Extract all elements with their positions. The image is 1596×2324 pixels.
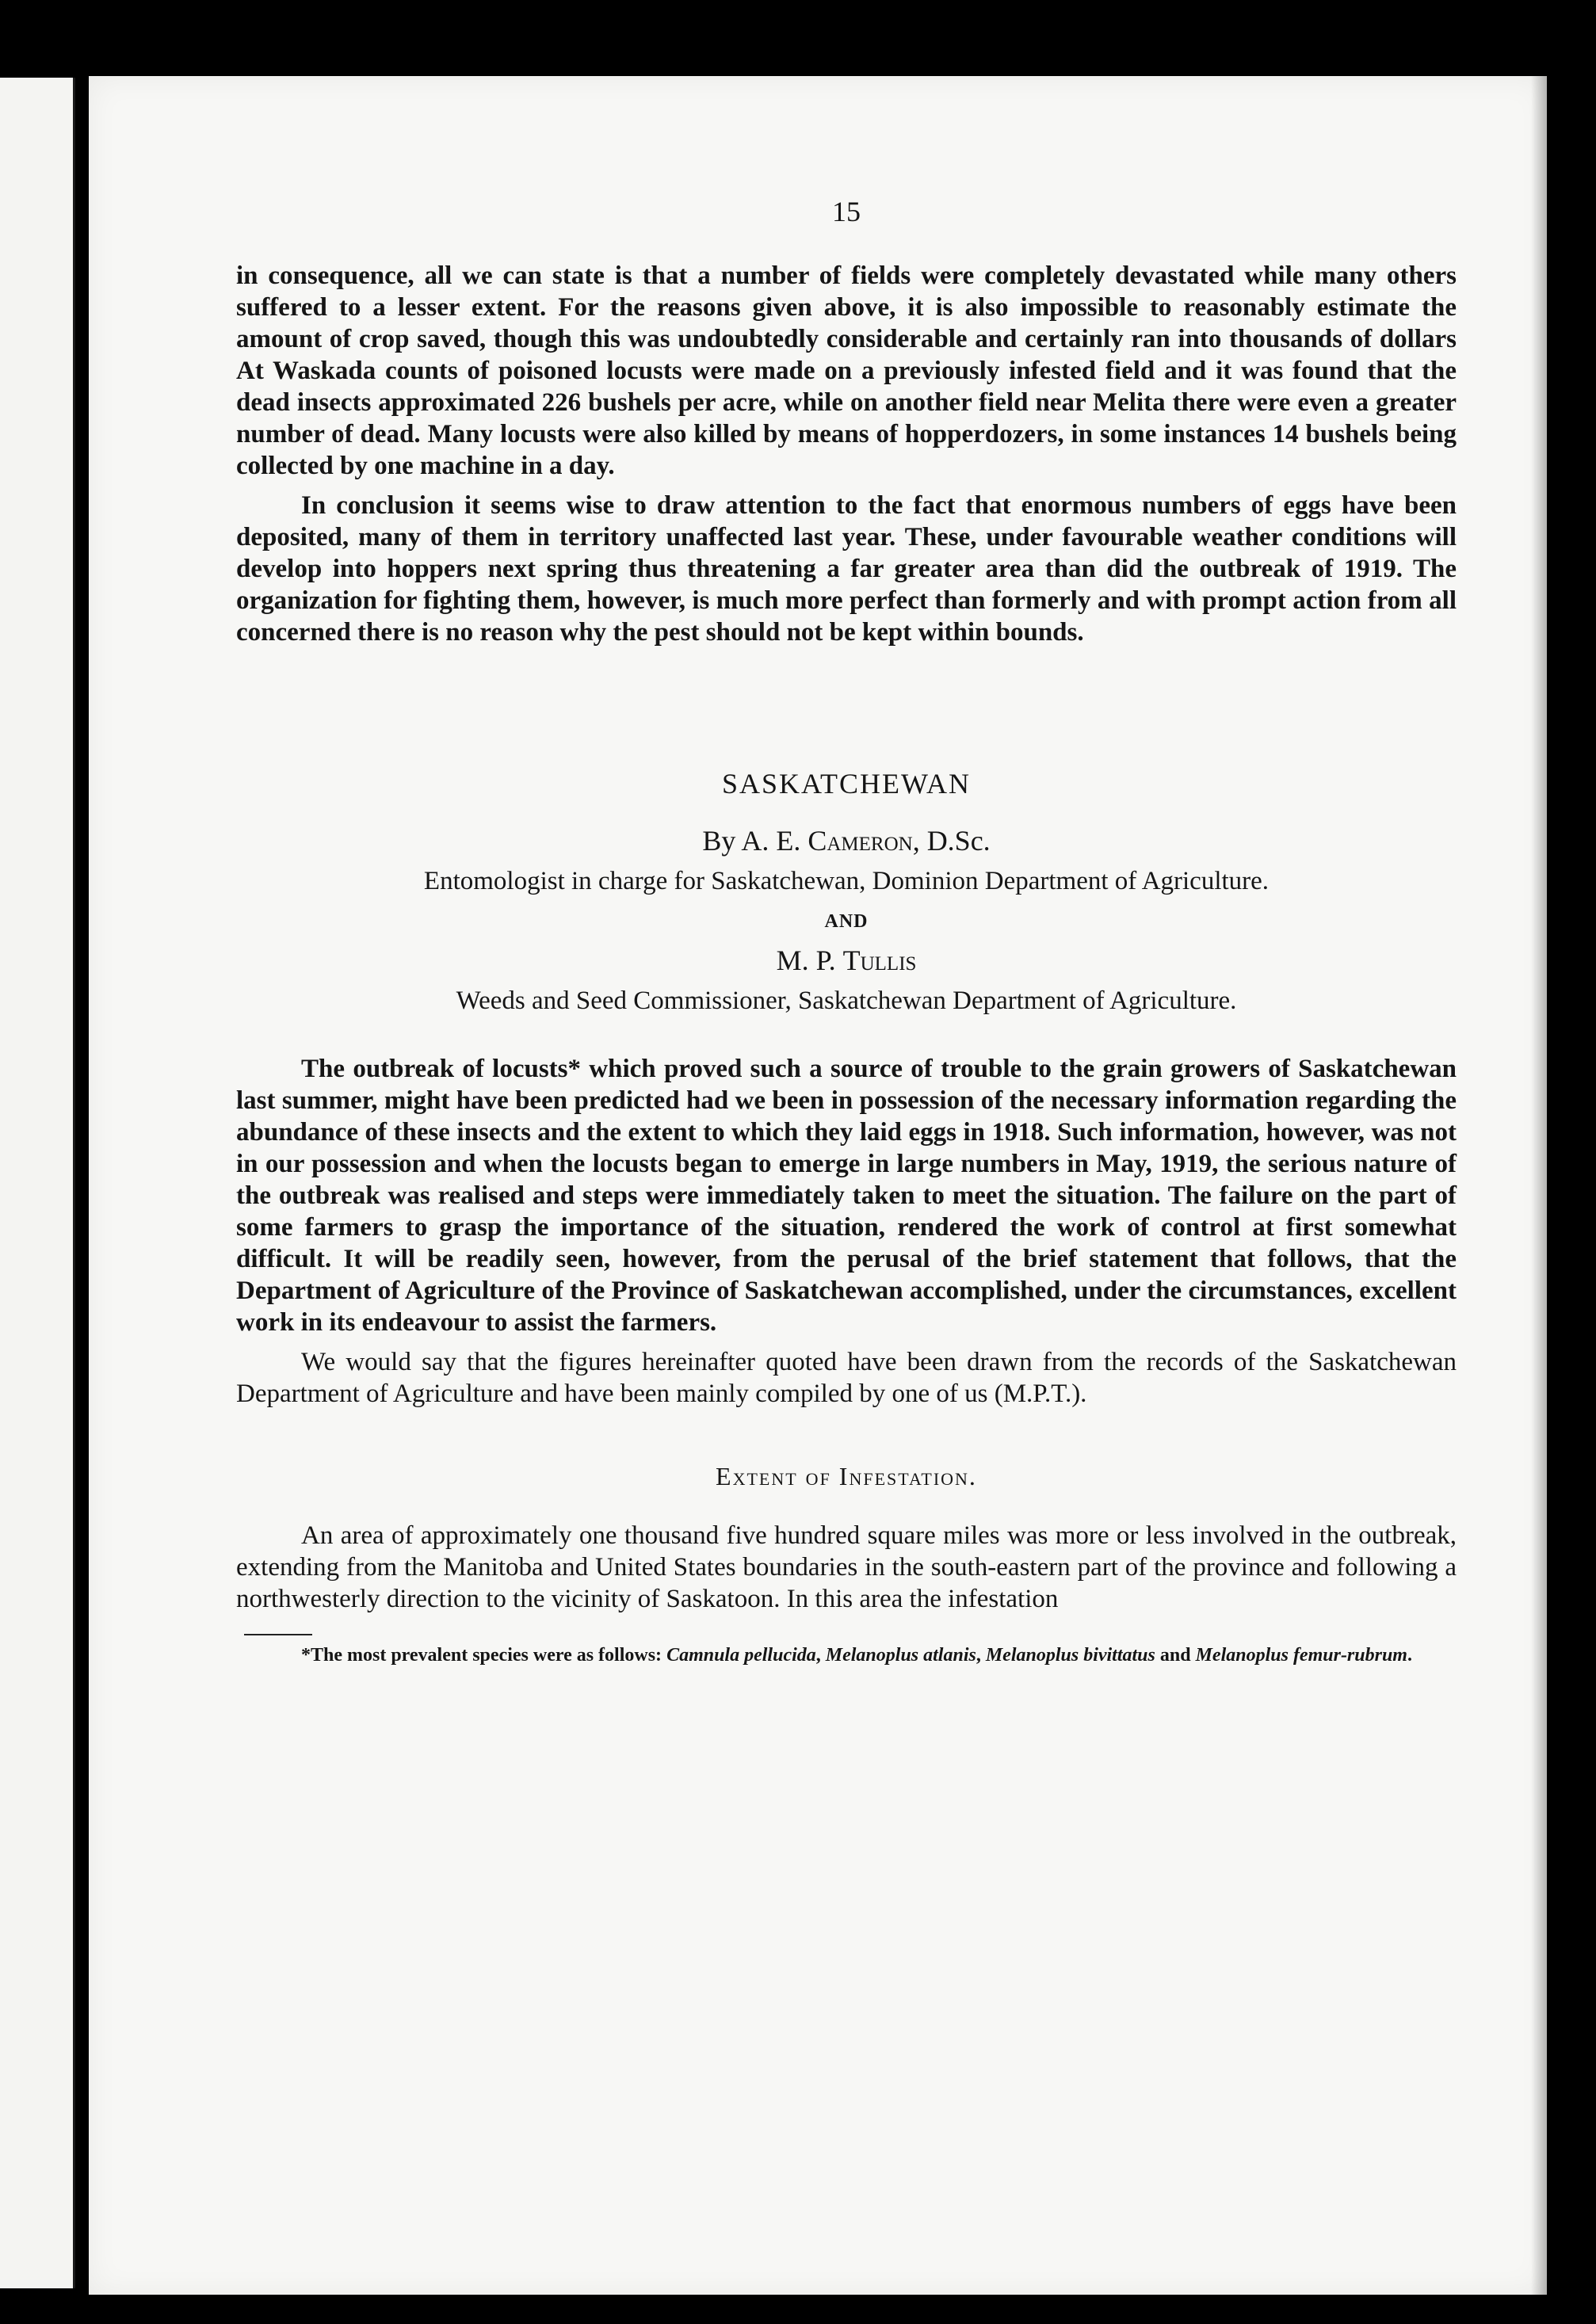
author2-initials: M. P. bbox=[776, 944, 843, 976]
sources-paragraph: We would say that the figures hereinafter quoted have been drawn from the records of the Saskatchewan Department of Agriculture and have been mainly compiled by one of us (M.P.T.). bbox=[236, 1348, 1457, 1408]
and-separator: AND bbox=[824, 911, 869, 932]
subheading-extent: Extent of Infestation. bbox=[716, 1462, 977, 1490]
adjacent-page-edge bbox=[0, 78, 75, 2288]
author1-byline bbox=[236, 824, 1457, 857]
footnote-species-1: Camnula pellucida bbox=[666, 1645, 816, 1666]
author1-degree: , D.Sc. bbox=[912, 825, 991, 857]
extent-paragraph: An area of approximately one thousand five hundred square miles was more or less involved in the outbreak, extending from the Manitoba and United States boundaries in the south-eastern part of the province and following a northwesterly direction to the vicinity of Saskatoon. In this area the infestation bbox=[236, 1521, 1457, 1613]
footnote-species-2: Melanoplus atlanis bbox=[825, 1645, 976, 1666]
intro-paragraph: The outbreak of locusts* which proved such a source of trouble to the grain growers of Saskatchewan last summer, might have been predicted had we been in possession of the necessary information regarding the abundance of these insects and the extent to which they laid eggs in 1918. Such information, however, was not in our possession and when the locusts began to emerge in large numbers in May, 1919, the serious nature of the outbreak was realised and steps were immediately taken to meet the situation. The failure on the part of some farmers to grasp the importance of the situation, rendered the work of control at first somewhat difficult. It will be readily seen, however, from the perusal of the brief statement that follows, that the Department of Agriculture of the Province of Saskatchewan accomplished, under the circumstances, excellent work in its endeavour to assist the farmers. bbox=[236, 1055, 1457, 1337]
document-page bbox=[89, 76, 1547, 2295]
author2-affiliation: Weeds and Seed Commissioner, Saskatchewan Department of Agriculture. bbox=[456, 986, 1237, 1015]
page-number: 15 bbox=[832, 196, 861, 227]
footnote-lead: *The most prevalent species were as follows: bbox=[301, 1645, 667, 1666]
continuation-paragraph: in consequence, all we can state is that a number of fields were completely devastated while many others suffered to a lesser extent. For the reasons given above, it is also impossible to reasonably estimate the amount of crop saved, though this was undoubtedly considerable and certainly ran into thousands of dollars At Waskada counts of poisoned locusts were made on a previously infested field and it was found that the dead insects approximated 226 bushels per acre, while on another field near Melita there were even a greater number of dead. Many locusts were also killed by means of hopperdozers, in some instances 14 bushels being collected by one machine in a day. bbox=[236, 261, 1457, 480]
section-title: SASKATCHEWAN bbox=[721, 768, 972, 799]
footnote bbox=[236, 1643, 1457, 1667]
footnote-rule bbox=[244, 1634, 312, 1635]
footnote-species-3: Melanoplus bivittatus bbox=[985, 1645, 1155, 1666]
page-edge-shadow bbox=[1531, 76, 1547, 2295]
author2-byline bbox=[236, 944, 1457, 977]
author1-affiliation: Entomologist in charge for Saskatchewan, Dominion Department of Agriculture. bbox=[423, 867, 1270, 895]
conclusion-paragraph: In conclusion it seems wise to draw attention to the fact that enormous numbers of eggs have been deposited, many of them in territory unaffected last year. These, under favourable weather conditions will develop into hoppers next spring thus threatening a far greater area than did the outbreak of 1919. The organization for fighting them, however, is much more perfect than formerly and with prompt action from all concerned there is no reason why the pest should not be kept within bounds. bbox=[236, 491, 1457, 647]
author2-name: Tullis bbox=[842, 944, 917, 976]
author1-name: Cameron bbox=[808, 825, 913, 857]
page-content bbox=[236, 195, 1457, 1667]
footnote-separator: , bbox=[976, 1645, 986, 1666]
footnote-species-4: Melanoplus femur-rubrum bbox=[1195, 1645, 1407, 1666]
byline-prefix: By A. E. bbox=[702, 825, 808, 857]
footnote-and: and bbox=[1155, 1645, 1196, 1666]
footnote-end: . bbox=[1407, 1645, 1412, 1666]
footnote-separator: , bbox=[815, 1645, 826, 1666]
